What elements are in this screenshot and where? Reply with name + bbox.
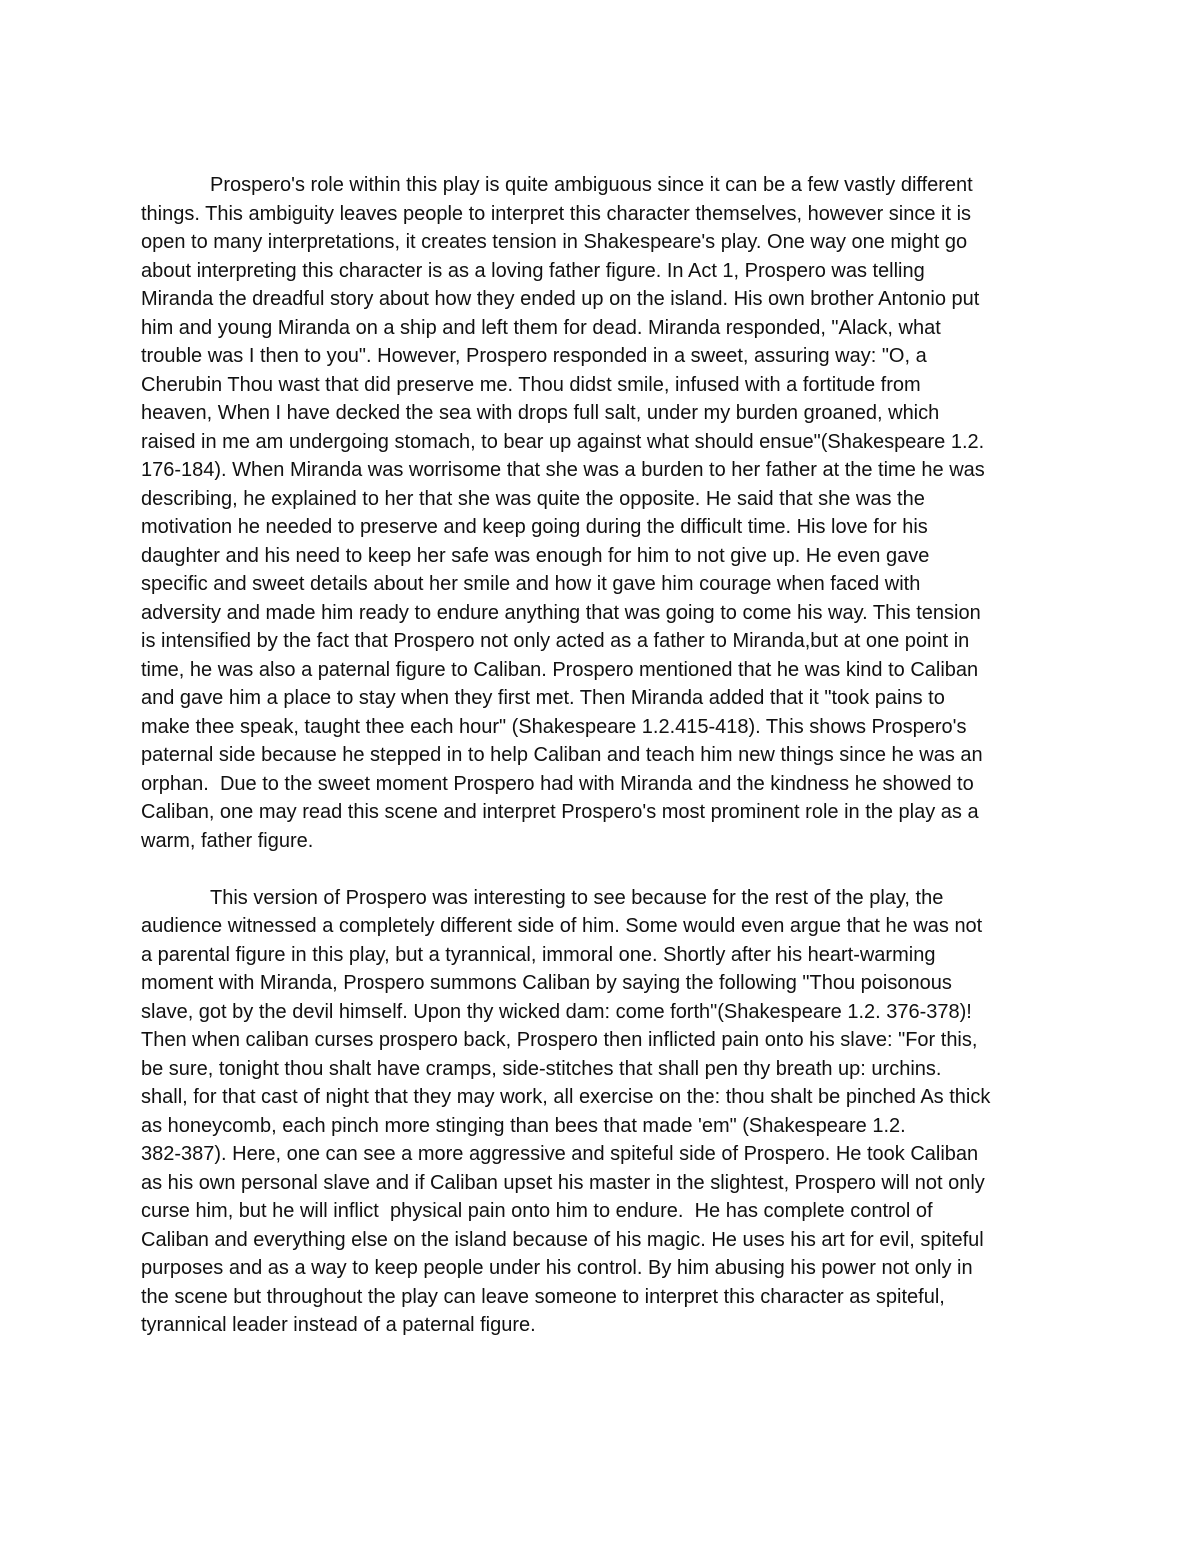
text-line: a parental figure in this play, but a tyrannical, immoral one. Shortly after his heart-warming <box>141 943 936 966</box>
text-line: open to many interpretations, it creates tension in Shakespeare's play. One way one might go <box>141 231 968 253</box>
text-line: as his own personal slave and if Caliban upset his master in the slightest, Prospero will not only <box>141 1171 985 1194</box>
text-line: things. This ambiguity leaves people to interpret this character themselves, however since it is <box>141 202 972 225</box>
text-line: as honeycomb, each pinch more stinging than bees that made 'em" (Shakespeare 1.2. <box>141 1114 906 1137</box>
text-line: Miranda the dreadful story about how they ended up on the island. His own brother Antonio put <box>141 288 980 310</box>
text-line: be sure, tonight thou shalt have cramps, side-stitches that shall pen thy breath up: urchins. <box>141 1057 942 1080</box>
text-line: about interpreting this character is as a loving father figure. In Act 1, Prospero was telling <box>141 259 925 282</box>
text-line: tyrannical leader instead of a paternal figure. <box>141 1314 536 1336</box>
text-line: Prospero's role within this play is quite ambiguous since it can be a few vastly different <box>210 174 973 196</box>
text-line: specific and sweet details about her smile and how it gave him courage when faced with <box>141 573 921 595</box>
text-line: This version of Prospero was interesting to see because for the rest of the play, the <box>210 886 944 909</box>
text-line: warm, father figure. <box>141 829 314 852</box>
paragraph-1 <box>141 171 1063 855</box>
text-line: 176-184). When Miranda was worrisome that she was a burden to her father at the time he was <box>141 459 985 481</box>
text-line: raised in me am undergoing stomach, to bear up against what should ensue"(Shakespeare 1.2. <box>141 430 985 453</box>
text-line: Then when caliban curses prospero back, Prospero then inflicted pain onto his slave: "For this, <box>141 1029 978 1051</box>
text-line: Cherubin Thou wast that did preserve me. Thou didst smile, infused with a fortitude from <box>141 373 921 396</box>
paragraph-2 <box>141 884 1063 1340</box>
paragraph-gap <box>141 855 1063 884</box>
text-line: describing, he explained to her that she was quite the opposite. He said that she was the <box>141 487 925 510</box>
text-line: 382-387). Here, one can see a more aggressive and spiteful side of Prospero. He took Caliban <box>141 1143 979 1165</box>
text-line: curse him, but he will inflict physical pain onto him to endure. He has complete control of <box>141 1200 933 1222</box>
document-body <box>141 171 1063 1340</box>
text-line: heaven, When I have decked the sea with drops full salt, under my burden groaned, which <box>141 402 940 424</box>
text-line: time, he was also a paternal figure to Caliban. Prospero mentioned that he was kind to Caliban <box>141 658 979 681</box>
text-line: Caliban and everything else on the island because of his magic. He uses his art for evil, spiteful <box>141 1228 984 1251</box>
text-line: motivation he needed to preserve and keep going during the difficult time. His love for his <box>141 516 928 538</box>
text-line: trouble was I then to you". However, Prospero responded in a sweet, assuring way: "O, a <box>141 345 927 367</box>
text-line: purposes and as a way to keep people under his control. By him abusing his power not only in <box>141 1257 973 1279</box>
text-line: orphan. Due to the sweet moment Prospero had with Miranda and the kindness he showed to <box>141 772 974 795</box>
text-line: Caliban, one may read this scene and interpret Prospero's most prominent role in the play as a <box>141 801 979 823</box>
text-line: shall, for that cast of night that they may work, all exercise on the: thou shalt be pinched As thick <box>141 1086 991 1108</box>
text-line: the scene but throughout the play can leave someone to interpret this character as spiteful, <box>141 1285 945 1308</box>
text-line: him and young Miranda on a ship and left them for dead. Miranda responded, "Alack, what <box>141 316 941 339</box>
text-line: make thee speak, taught thee each hour" (Shakespeare 1.2.415-418). This shows Prospero's <box>141 715 967 738</box>
text-line: and gave him a place to stay when they first met. Then Miranda added that it "took pains to <box>141 687 945 709</box>
text-line: is intensified by the fact that Prospero not only acted as a father to Miranda,but at one point in <box>141 630 970 652</box>
text-line: moment with Miranda, Prospero summons Caliban by saying the following "Thou poisonous <box>141 972 952 994</box>
text-line: audience witnessed a completely different side of him. Some would even argue that he was not <box>141 915 983 937</box>
text-line: adversity and made him ready to endure anything that was going to come his way. This tension <box>141 601 981 624</box>
text-line: paternal side because he stepped in to help Caliban and teach him new things since he was an <box>141 744 983 766</box>
text-line: daughter and his need to keep her safe was enough for him to not give up. He even gave <box>141 544 930 567</box>
text-line: slave, got by the devil himself. Upon thy wicked dam: come forth"(Shakespeare 1.2. 376-378)! <box>141 1000 972 1023</box>
